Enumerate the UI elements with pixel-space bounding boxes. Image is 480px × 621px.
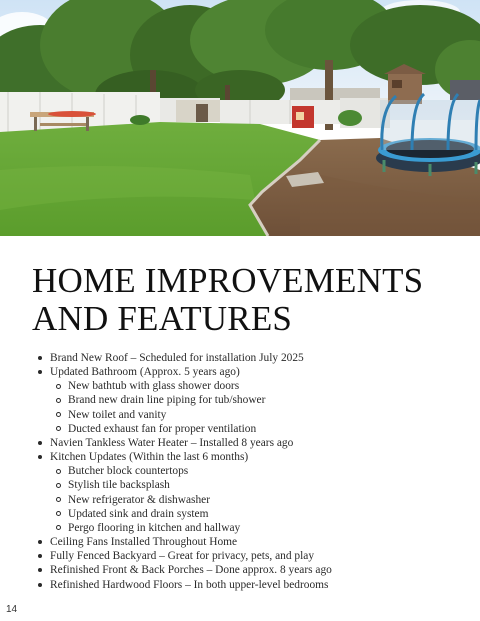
list-item: Kitchen Updates (Within the last 6 months) <box>36 450 456 464</box>
list-item: Refinished Hardwood Floors – In both upper-level bedrooms <box>36 578 456 592</box>
sub-list-item: Pergo flooring in kitchen and hallway <box>36 521 456 535</box>
sub-list-item: New toilet and vanity <box>36 408 456 422</box>
backyard-photo <box>0 0 480 236</box>
sub-list-item: Butcher block countertops <box>36 464 456 478</box>
list-item: Ceiling Fans Installed Throughout Home <box>36 535 456 549</box>
list-item: Fully Fenced Backyard – Great for privacy, pets, and play <box>36 549 456 563</box>
sub-list-item: Brand new drain line piping for tub/shower <box>36 393 456 407</box>
list-item: Brand New Roof – Scheduled for installation July 2025 <box>36 351 456 365</box>
page-title-line-2: AND FEATURES <box>32 299 293 338</box>
page-title-line-1: HOME IMPROVEMENTS <box>32 261 424 300</box>
list-item: Updated Bathroom (Approx. 5 years ago) <box>36 365 456 379</box>
list-item: Refinished Front & Back Porches – Done approx. 8 years ago <box>36 563 456 577</box>
sub-list-item: New refrigerator & dishwasher <box>36 493 456 507</box>
list-item: Navien Tankless Water Heater – Installed 8 years ago <box>36 436 456 450</box>
page-number: 14 <box>6 604 18 615</box>
sub-list-item: Ducted exhaust fan for proper ventilation <box>36 422 456 436</box>
sub-list-item: New bathtub with glass shower doors <box>36 379 456 393</box>
sub-list-item: Updated sink and drain system <box>36 507 456 521</box>
sub-list-item: Stylish tile backsplash <box>36 478 456 492</box>
page-title <box>32 262 452 338</box>
features-list <box>36 351 456 592</box>
